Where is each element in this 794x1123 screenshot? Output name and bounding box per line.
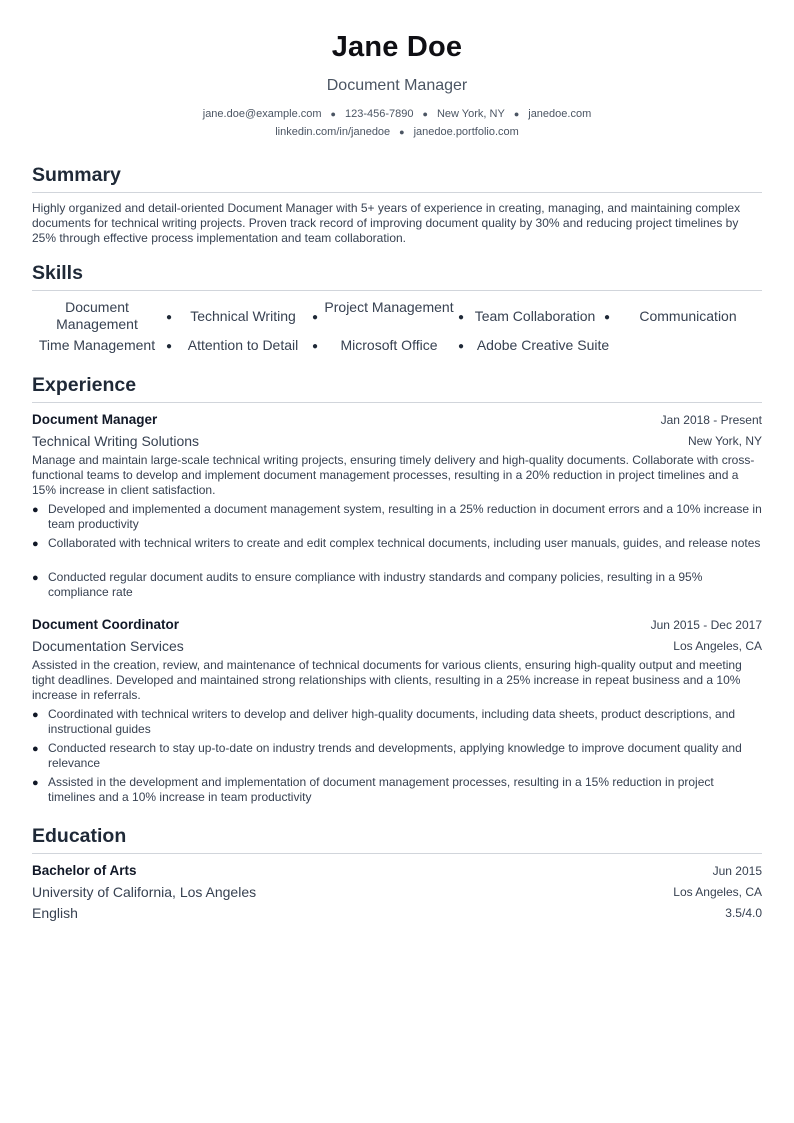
summary-text: Highly organized and detail-oriented Document Manager with 5+ years of experience in creating, managing, and maintaining complex documents for technical writing projects. Proven track record of improving document quality by 30% and reducing project timelines by 25% through effective process implementation and team collaboration. <box>32 201 741 245</box>
bullet-text: Coordinated with technical writers to develop and deliver high-quality documents, including data sheets, product descriptions, and instructional guides <box>48 707 736 736</box>
bullet-dot-icon: ● <box>32 504 39 516</box>
candidate-headline: Document Manager <box>326 77 468 94</box>
edu-degree: Bachelor of Arts <box>32 863 137 878</box>
contact-linkedin[interactable]: linkedin.com/in/janedoe <box>275 126 391 138</box>
edu-gpa: 3.5/4.0 <box>725 906 762 920</box>
job-company: Documentation Services <box>32 638 184 654</box>
skill-item: Adobe Creative Suite <box>476 337 610 353</box>
bullet-text: Assisted in the development and implementation of document management processes, resulting in a 15% reduction in project timelines and a 10% increase in team productivity <box>48 775 714 804</box>
section-divider <box>32 402 762 403</box>
section-divider <box>32 853 762 854</box>
job-title: Document Manager <box>32 412 158 427</box>
bullet-text: Conducted regular document audits to ensure compliance with industry standards and company policies, resulting in a 95% compliance rate <box>48 570 703 599</box>
job-location: Los Angeles, CA <box>673 639 762 653</box>
edu-field: English <box>32 905 78 921</box>
separator-dot-icon: ● <box>312 312 319 323</box>
separator-dot-icon: ● <box>330 109 336 119</box>
skill-item: Communication <box>639 308 737 324</box>
experience-heading: Experience <box>32 374 137 396</box>
job-location: New York, NY <box>687 434 762 448</box>
bullet-dot-icon: ● <box>32 777 39 789</box>
separator-dot-icon: ● <box>458 341 465 352</box>
skill-item: Team Collaboration <box>474 308 596 324</box>
bullet-text: Collaborated with technical writers to create and edit complex technical documents, including user manuals, guides, and release notes <box>48 536 761 550</box>
contact-line-1 <box>32 108 762 120</box>
separator-dot-icon: ● <box>604 312 611 323</box>
skill-item: Microsoft Office <box>340 337 438 353</box>
summary-heading: Summary <box>32 164 121 186</box>
skill-item: Technical Writing <box>190 308 296 324</box>
skills-heading: Skills <box>32 262 83 284</box>
bullet-dot-icon: ● <box>32 572 39 584</box>
section-divider <box>32 290 762 291</box>
job-dates: Jun 2015 - Dec 2017 <box>650 618 762 632</box>
job-title: Document Coordinator <box>32 617 179 632</box>
edu-location: Los Angeles, CA <box>673 885 762 899</box>
job-description: Manage and maintain large-scale technical writing projects, ensuring timely delivery and high-quality documents. Collaborate with cross-functional teams to develop and implement document management processes, resulting in a 20% reduction in project timelines and a 15% increase in client satisfaction. <box>32 453 755 497</box>
skill-item: Document Management <box>56 299 138 332</box>
bullet-text: Conducted research to stay up-to-date on industry trends and developments, applying knowledge to improve document quality and relevance <box>48 741 742 770</box>
education-heading: Education <box>32 825 127 847</box>
bullet-text: Developed and implemented a document management system, resulting in a 25% reduction in document errors and a 10% increase in team productivity <box>48 502 762 531</box>
edu-school: University of California, Los Angeles <box>32 884 257 900</box>
separator-dot-icon: ● <box>422 109 428 119</box>
separator-dot-icon: ● <box>399 127 405 137</box>
bullet-dot-icon: ● <box>32 709 39 721</box>
job-dates: Jan 2018 - Present <box>660 413 762 427</box>
contact-line-2 <box>32 126 762 138</box>
bullet-dot-icon: ● <box>32 538 39 550</box>
skills-row-1 <box>32 299 762 333</box>
separator-dot-icon: ● <box>458 312 465 323</box>
separator-dot-icon: ● <box>312 341 319 352</box>
skill-item: Attention to Detail <box>187 337 299 353</box>
skills-row-2 <box>32 337 762 371</box>
contact-location: New York, NY <box>436 108 505 120</box>
candidate-name: Jane Doe <box>331 31 463 63</box>
contact-email[interactable]: jane.doe@example.com <box>202 108 322 120</box>
contact-portfolio[interactable]: janedoe.portfolio.com <box>413 126 519 138</box>
bullet-dot-icon: ● <box>32 743 39 755</box>
edu-date: Jun 2015 <box>712 864 762 878</box>
section-divider <box>32 192 762 193</box>
separator-dot-icon: ● <box>166 312 173 323</box>
contact-phone[interactable]: 123-456-7890 <box>344 108 414 120</box>
skill-item: Time Management <box>38 337 156 353</box>
separator-dot-icon: ● <box>166 341 173 352</box>
separator-dot-icon: ● <box>513 109 520 119</box>
job-company: Technical Writing Solutions <box>32 433 200 449</box>
skill-item: Project Management <box>324 299 454 315</box>
job-description: Assisted in the creation, review, and maintenance of technical documents for various clients, ensuring high-quality output and meeting tight deadlines. Developed and maintained strong relationships with clients, resulting in a 25% increase in repeat business and a 10% increase in referrals. <box>32 658 742 702</box>
contact-website[interactable]: janedoe.com <box>528 108 592 120</box>
